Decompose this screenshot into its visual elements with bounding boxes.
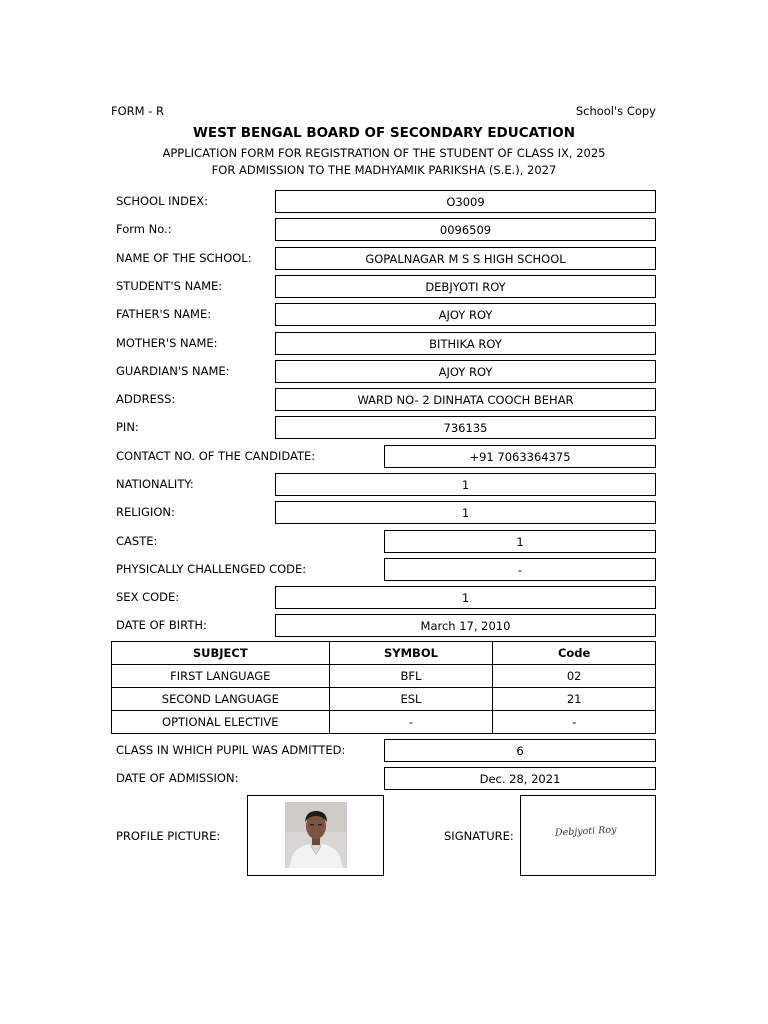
address-label: ADDRESS: (116, 392, 176, 406)
father-name-label: FATHER'S NAME: (116, 307, 212, 321)
guardian-name-value: AJOY ROY (275, 360, 656, 383)
admission-date-label: DATE OF ADMISSION: (116, 771, 239, 785)
school-name-label: NAME OF THE SCHOOL: (116, 251, 252, 265)
profile-picture-frame (247, 795, 384, 876)
student-name-label: STUDENT'S NAME: (116, 279, 223, 293)
subject-cell: OPTIONAL ELECTIVE (112, 711, 330, 734)
form-no-label: Form No.: (116, 222, 172, 236)
symbol-cell: - (329, 711, 493, 734)
form-id: FORM - R (111, 104, 165, 118)
signature-image: Debjyoti Roy (554, 824, 617, 839)
signature-label: SIGNATURE: (444, 829, 514, 843)
religion-value: 1 (275, 501, 656, 524)
class-admitted-value: 6 (384, 739, 656, 762)
sex-code-label: SEX CODE: (116, 590, 180, 604)
sex-code-value: 1 (275, 586, 656, 609)
pin-value: 736135 (275, 416, 656, 439)
religion-label: RELIGION: (116, 505, 175, 519)
mother-name-label: MOTHER'S NAME: (116, 336, 218, 350)
father-name-value: AJOY ROY (275, 303, 656, 326)
symbol-header: SYMBOL (329, 642, 493, 665)
symbol-cell: ESL (329, 688, 493, 711)
pin-label: PIN: (116, 420, 139, 434)
symbol-cell: BFL (329, 665, 493, 688)
table-row (112, 711, 656, 734)
contact-label: CONTACT NO. OF THE CANDIDATE: (116, 449, 316, 463)
contact-value: +91 7063364375 (384, 445, 656, 468)
class-admitted-label: CLASS IN WHICH PUPIL WAS ADMITTED: (116, 743, 346, 757)
guardian-name-label: GUARDIAN'S NAME: (116, 364, 230, 378)
code-cell: 02 (493, 665, 656, 688)
table-row (112, 665, 656, 688)
caste-label: CASTE: (116, 534, 158, 548)
school-index-value: O3009 (275, 190, 656, 213)
table-header-row (112, 642, 656, 665)
form-subtitle-2: FOR ADMISSION TO THE MADHYAMIK PARIKSHA (S.E.), 2027 (211, 163, 557, 177)
nationality-label: NATIONALITY: (116, 477, 194, 491)
code-cell: 21 (493, 688, 656, 711)
profile-picture-label: PROFILE PICTURE: (116, 829, 221, 843)
mother-name-value: BITHIKA ROY (275, 332, 656, 355)
table-row (112, 688, 656, 711)
subject-cell: SECOND LANGUAGE (112, 688, 330, 711)
subject-header: SUBJECT (112, 642, 330, 665)
code-header: Code (493, 642, 656, 665)
physically-challenged-label: PHYSICALLY CHALLENGED CODE: (116, 562, 307, 576)
caste-value: 1 (384, 530, 656, 553)
copy-label: School's Copy (575, 104, 656, 118)
dob-label: DATE OF BIRTH: (116, 618, 207, 632)
subjects-table (111, 641, 656, 734)
nationality-value: 1 (275, 473, 656, 496)
code-cell: - (493, 711, 656, 734)
dob-value: March 17, 2010 (275, 614, 656, 637)
board-title: WEST BENGAL BOARD OF SECONDARY EDUCATION (192, 125, 576, 141)
signature-frame (520, 795, 656, 876)
form-subtitle: APPLICATION FORM FOR REGISTRATION OF THE STUDENT OF CLASS IX, 2025 (162, 146, 606, 160)
school-index-label: SCHOOL INDEX: (116, 194, 209, 208)
admission-date-value: Dec. 28, 2021 (384, 767, 656, 790)
subject-cell: FIRST LANGUAGE (112, 665, 330, 688)
student-name-value: DEBJYOTI ROY (275, 275, 656, 298)
physically-challenged-value: - (384, 558, 656, 581)
form-no-value: 0096509 (275, 218, 656, 241)
address-value: WARD NO- 2 DINHATA COOCH BEHAR (275, 388, 656, 411)
profile-photo (285, 802, 347, 868)
school-name-value: GOPALNAGAR M S S HIGH SCHOOL (275, 247, 656, 270)
